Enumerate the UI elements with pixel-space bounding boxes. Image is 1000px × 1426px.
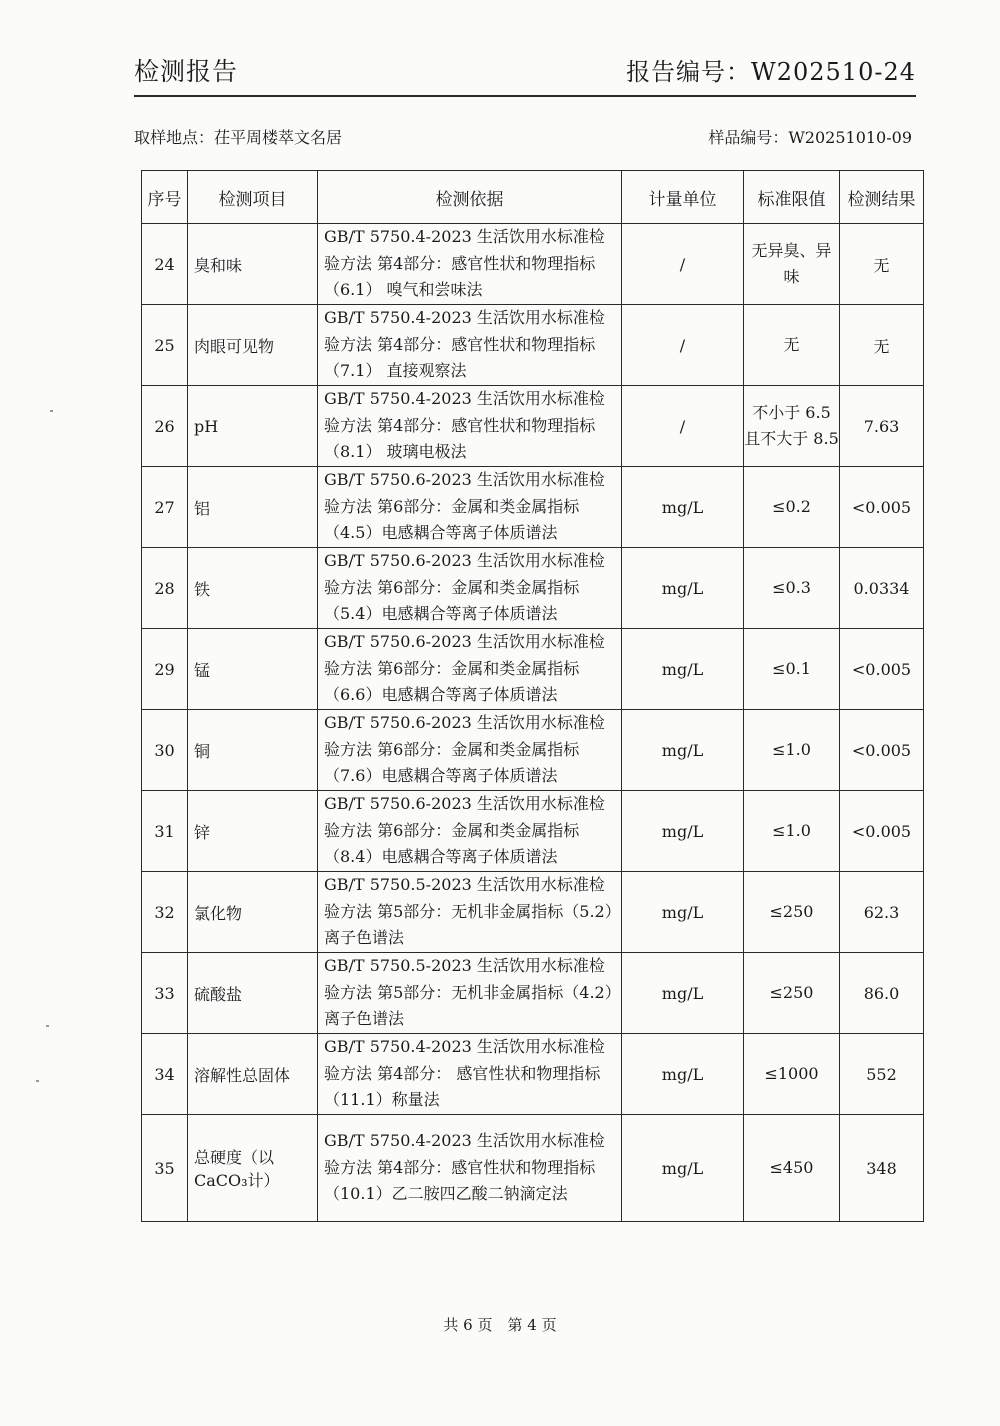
cell-limit: ≤1000	[744, 1034, 840, 1115]
cell-item: 锰	[188, 629, 318, 710]
cell-item: 硫酸盐	[188, 953, 318, 1034]
cell-result: 62.3	[840, 872, 924, 953]
cell-basis: GB/T 5750.6-2023 生活饮用水标准检验方法 第6部分：金属和类金属指标（6.6）电感耦合等离子体质谱法	[318, 629, 622, 710]
report-number: 报告编号：W202510-24	[626, 58, 916, 86]
cell-basis: GB/T 5750.4-2023 生活饮用水标准检验方法 第4部分：感官性状和物理指标 （10.1）乙二胺四乙酸二钠滴定法	[318, 1115, 622, 1222]
column-header-basis: 检测依据	[318, 171, 622, 224]
column-header-unit: 计量单位	[622, 171, 744, 224]
cell-item: 铜	[188, 710, 318, 791]
cell-no: 24	[142, 224, 188, 305]
table-row	[142, 548, 924, 629]
cell-limit: 无异臭、异味	[744, 224, 840, 305]
scan-speck	[50, 410, 53, 412]
table-row	[142, 1115, 924, 1222]
cell-result: 348	[840, 1115, 924, 1222]
cell-unit: mg/L	[622, 548, 744, 629]
scan-speck	[36, 1080, 39, 1082]
cell-basis: GB/T 5750.4-2023 生活饮用水标准检验方法 第4部分：感官性状和物理指标（8.1） 玻璃电极法	[318, 386, 622, 467]
scan-speck	[46, 1025, 49, 1027]
cell-unit: mg/L	[622, 791, 744, 872]
cell-item: 铝	[188, 467, 318, 548]
cell-unit: /	[622, 305, 744, 386]
cell-result: 0.0334	[840, 548, 924, 629]
cell-no: 31	[142, 791, 188, 872]
page-indicator: 共 6 页 第 4 页	[443, 1316, 557, 1334]
cell-unit: mg/L	[622, 467, 744, 548]
cell-no: 30	[142, 710, 188, 791]
cell-limit: ≤0.1	[744, 629, 840, 710]
cell-no: 28	[142, 548, 188, 629]
table-row	[142, 224, 924, 305]
cell-basis: GB/T 5750.6-2023 生活饮用水标准检验方法 第6部分：金属和类金属指标（7.6）电感耦合等离子体质谱法	[318, 710, 622, 791]
cell-unit: /	[622, 386, 744, 467]
cell-limit: 无	[744, 305, 840, 386]
cell-no: 34	[142, 1034, 188, 1115]
sampling-location: 取样地点：茌平周楼萃文名居	[134, 128, 343, 147]
cell-limit: ≤1.0	[744, 791, 840, 872]
table-row	[142, 1034, 924, 1115]
cell-basis: GB/T 5750.6-2023 生活饮用水标准检验方法 第6部分：金属和类金属指标（8.4）电感耦合等离子体质谱法	[318, 791, 622, 872]
cell-unit: mg/L	[622, 1034, 744, 1115]
cell-basis: GB/T 5750.4-2023 生活饮用水标准检验方法 第4部分：感官性状和物理指标（7.1） 直接观察法	[318, 305, 622, 386]
cell-no: 27	[142, 467, 188, 548]
cell-result: 86.0	[840, 953, 924, 1034]
cell-basis: GB/T 5750.6-2023 生活饮用水标准检验方法 第6部分：金属和类金属指标（5.4）电感耦合等离子体质谱法	[318, 548, 622, 629]
column-header-result: 检测结果	[840, 171, 924, 224]
table-row	[142, 872, 924, 953]
cell-limit: ≤250	[744, 872, 840, 953]
cell-item: 总硬度（以CaCO₃计）	[188, 1115, 318, 1222]
cell-basis: GB/T 5750.5-2023 生活饮用水标准检验方法 第5部分：无机非金属指标（5.2）离子色谱法	[318, 872, 622, 953]
cell-no: 33	[142, 953, 188, 1034]
cell-limit: ≤0.3	[744, 548, 840, 629]
table-row	[142, 467, 924, 548]
table-row	[142, 791, 924, 872]
cell-result: <0.005	[840, 629, 924, 710]
sample-number: 样品编号：W20251010-09	[708, 128, 912, 147]
column-header-no: 序号	[142, 171, 188, 224]
cell-no: 26	[142, 386, 188, 467]
cell-no: 35	[142, 1115, 188, 1222]
cell-unit: mg/L	[622, 1115, 744, 1222]
table-row	[142, 710, 924, 791]
cell-item: 铁	[188, 548, 318, 629]
cell-result: <0.005	[840, 710, 924, 791]
cell-unit: mg/L	[622, 953, 744, 1034]
cell-item: 臭和味	[188, 224, 318, 305]
table-header-row	[142, 171, 924, 224]
cell-limit: ≤450	[744, 1115, 840, 1222]
column-header-item: 检测项目	[188, 171, 318, 224]
header-divider	[134, 95, 916, 97]
table-row	[142, 386, 924, 467]
cell-item: pH	[188, 386, 318, 467]
cell-result: 552	[840, 1034, 924, 1115]
column-header-limit: 标准限值	[744, 171, 840, 224]
cell-unit: /	[622, 224, 744, 305]
cell-basis: GB/T 5750.4-2023 生活饮用水标准检验方法 第4部分：感官性状和物理指标（6.1） 嗅气和尝味法	[318, 224, 622, 305]
cell-basis: GB/T 5750.4-2023 生活饮用水标准检验方法 第4部分： 感官性状和物理指标（11.1）称量法	[318, 1034, 622, 1115]
cell-unit: mg/L	[622, 710, 744, 791]
cell-result: 无	[840, 305, 924, 386]
cell-limit: ≤250	[744, 953, 840, 1034]
cell-limit: ≤0.2	[744, 467, 840, 548]
cell-result: <0.005	[840, 467, 924, 548]
cell-item: 氯化物	[188, 872, 318, 953]
cell-unit: mg/L	[622, 872, 744, 953]
cell-limit: 不小于 6.5 且不大于 8.5	[744, 386, 840, 467]
table-row	[142, 305, 924, 386]
cell-item: 肉眼可见物	[188, 305, 318, 386]
cell-no: 25	[142, 305, 188, 386]
cell-basis: GB/T 5750.5-2023 生活饮用水标准检验方法 第5部分：无机非金属指标（4.2）离子色谱法	[318, 953, 622, 1034]
cell-no: 29	[142, 629, 188, 710]
cell-result: <0.005	[840, 791, 924, 872]
cell-unit: mg/L	[622, 629, 744, 710]
cell-basis: GB/T 5750.6-2023 生活饮用水标准检验方法 第6部分：金属和类金属指标（4.5）电感耦合等离子体质谱法	[318, 467, 622, 548]
table-row	[142, 629, 924, 710]
cell-item: 溶解性总固体	[188, 1034, 318, 1115]
cell-item: 锌	[188, 791, 318, 872]
test-results-table	[141, 170, 924, 1222]
cell-no: 32	[142, 872, 188, 953]
cell-result: 7.63	[840, 386, 924, 467]
cell-limit: ≤1.0	[744, 710, 840, 791]
table-row	[142, 953, 924, 1034]
cell-result: 无	[840, 224, 924, 305]
report-title: 检测报告	[134, 57, 239, 86]
